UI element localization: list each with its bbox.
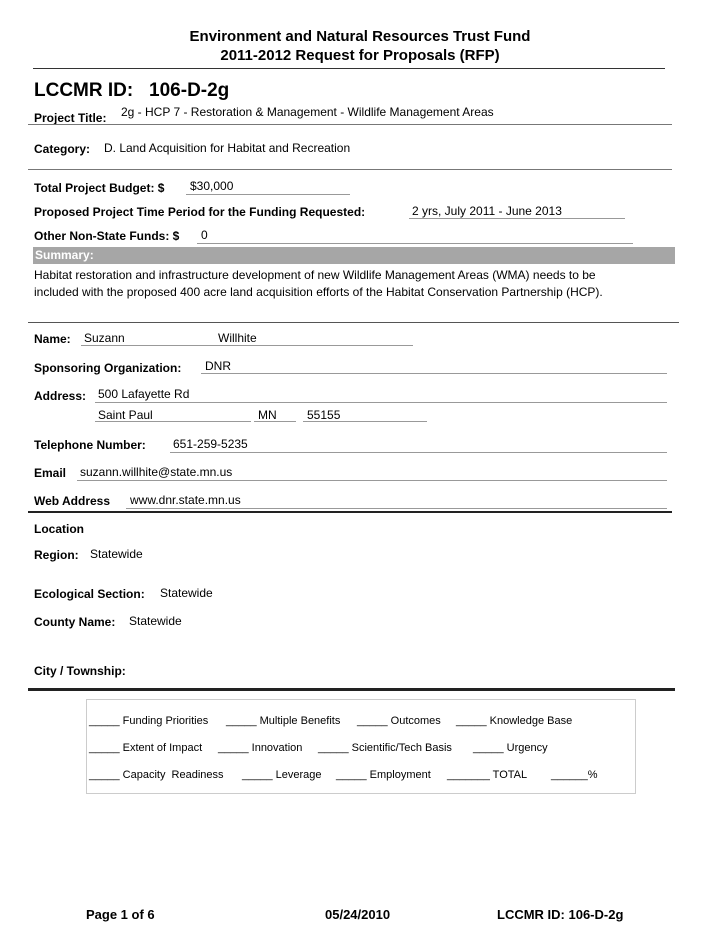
non-state-funds-label: Other Non-State Funds: $ [34, 229, 180, 243]
header-divider [33, 68, 665, 69]
total-budget-value: $30,000 [190, 179, 234, 193]
email-label: Email [34, 466, 67, 480]
header-title: Environment and Natural Resources Trust Fund [189, 28, 531, 45]
state-value: MN [258, 408, 277, 422]
score-employment: _____ Employment [336, 769, 431, 781]
non-state-funds-underline [197, 243, 633, 244]
footer-date: 05/24/2010 [325, 907, 391, 922]
telephone-label: Telephone Number: [34, 438, 146, 452]
footer-page-number: Page 1 of 6 [86, 907, 155, 922]
score-outcomes: _____ Outcomes [357, 715, 441, 727]
state-underline [254, 421, 296, 422]
time-period-value: 2 yrs, July 2011 - June 2013 [412, 204, 562, 218]
section-divider [28, 169, 672, 170]
score-innovation: _____ Innovation [218, 742, 303, 754]
ecological-section-value: Statewide [160, 586, 213, 600]
name-underline [81, 345, 413, 346]
score-percent: ______% [551, 769, 598, 781]
total-budget-underline [186, 194, 350, 195]
email-value: suzann.willhite@state.mn.us [80, 465, 233, 479]
sponsoring-org-value: DNR [205, 359, 231, 373]
last-name-value: Willhite [218, 331, 257, 345]
project-title-value: 2g - HCP 7 - Restoration & Management - Wildlife Management Areas [121, 105, 494, 119]
summary-text-line1: Habitat restoration and infrastructure development of new Wildlife Management Areas (WMA) needs to be [34, 268, 596, 282]
county-value: Statewide [129, 614, 182, 628]
summary-text-line2: included with the proposed 400 acre land acquisition efforts of the Habitat Conservation Partnership (HCP). [34, 285, 603, 299]
first-name-value: Suzann [84, 331, 125, 345]
region-label: Region: [34, 548, 79, 562]
project-title-label: Project Title: [34, 111, 107, 125]
score-urgency: _____ Urgency [473, 742, 548, 754]
time-period-label: Proposed Project Time Period for the Funding Requested: [34, 205, 366, 219]
web-address-value: www.dnr.state.mn.us [130, 493, 241, 507]
score-leverage: _____ Leverage [242, 769, 322, 781]
score-capacity-readiness: _____ Capacity Readiness [89, 769, 224, 781]
sponsoring-org-underline [201, 373, 667, 374]
score-funding-priorities: _____ Funding Priorities [89, 715, 209, 727]
street-value: 500 Lafayette Rd [98, 387, 190, 401]
telephone-value: 651-259-5235 [173, 437, 248, 451]
section-divider [28, 322, 679, 323]
summary-heading: Summary: [33, 247, 675, 264]
time-period-underline [409, 218, 625, 219]
category-value: D. Land Acquisition for Habitat and Recreation [104, 141, 351, 155]
score-total: _______ TOTAL [447, 769, 528, 781]
street-underline [95, 402, 667, 403]
city-underline [95, 421, 251, 422]
lccmr-id-title: LCCMR ID: 106-D-2g [34, 80, 230, 101]
header-subtitle: 2011-2012 Request for Proposals (RFP) [220, 47, 500, 64]
address-label: Address: [34, 389, 87, 403]
section-divider [28, 688, 675, 691]
email-underline [77, 480, 667, 481]
footer-lccmr-id: LCCMR ID: 106-D-2g [497, 907, 624, 922]
non-state-funds-value: 0 [201, 228, 208, 242]
region-value: Statewide [90, 547, 143, 561]
sponsoring-org-label: Sponsoring Organization: [34, 361, 182, 375]
zip-underline [303, 421, 427, 422]
section-divider [28, 511, 672, 513]
name-label: Name: [34, 332, 71, 346]
web-address-label: Web Address [34, 494, 111, 508]
score-extent-of-impact: _____ Extent of Impact [89, 742, 203, 754]
score-multiple-benefits: _____ Multiple Benefits [226, 715, 341, 727]
score-scientific-tech-basis: _____ Scientific/Tech Basis [318, 742, 452, 754]
zip-value: 55155 [307, 408, 341, 422]
section-divider [28, 124, 672, 125]
location-heading: Location [34, 522, 84, 536]
ecological-section-label: Ecological Section: [34, 587, 145, 601]
telephone-underline [170, 452, 667, 453]
category-label: Category: [34, 142, 91, 156]
city-value: Saint Paul [98, 408, 153, 422]
web-address-underline [126, 508, 667, 509]
city-township-label: City / Township: [34, 664, 126, 678]
score-knowledge-base: _____ Knowledge Base [456, 715, 573, 727]
county-label: County Name: [34, 615, 116, 629]
total-budget-label: Total Project Budget: $ [34, 181, 165, 195]
